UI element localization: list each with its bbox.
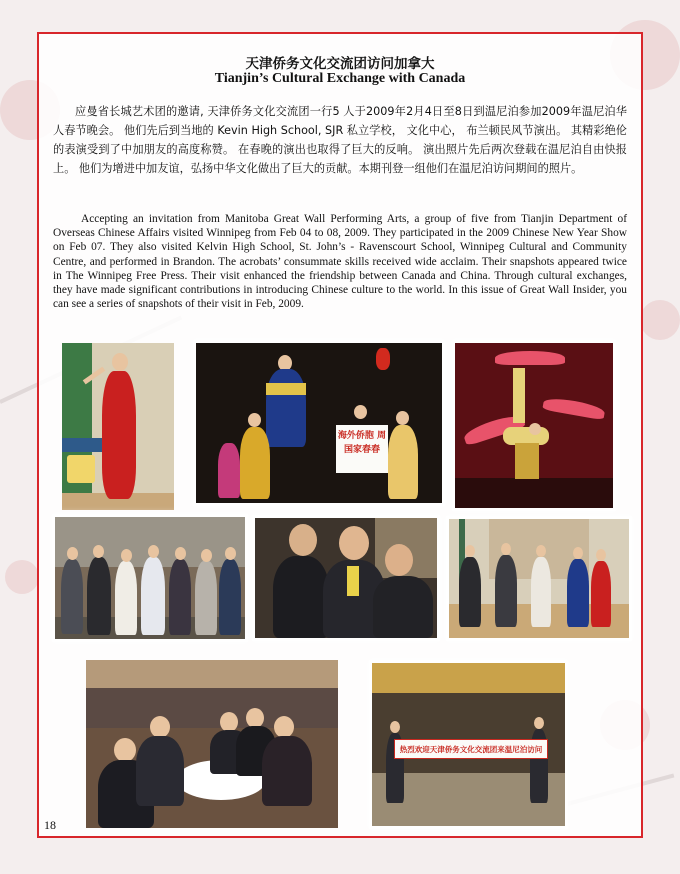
photo-banquet-hall [86, 660, 338, 828]
welcome-banner: 热烈欢迎天津侨务文化交流团来温尼泊访问 [394, 739, 548, 759]
photo-stage-performance [196, 343, 442, 503]
photo-group-outdoor [55, 517, 245, 639]
photo-officials-portrait [255, 518, 437, 638]
photo-welcome-banner [372, 663, 565, 826]
article-paragraph-english: Accepting an invitation from Manitoba Great Wall Performing Arts, a group of five from Tianjin Department of Overseas Chinese Affairs visited Winnipeg from Feb 04 to 08, 2009. They participated in the 2009 Chinese New Year Show on Feb 07. They also visited Kelvin High School, St. John’s - Ravenscourt School, Winnipeg Cultural and Community Centre, and performed in Brandon. The acrobats’ consummate skills received wide acclaim. Their snapshots appeared twice in The Winnipeg Free Press. Their visit enhanced the friendship between Canada and China. Through cultural exchanges, they have made significant contributions in introducing Chinese culture to the world. In this issue of Great Wall Insider, you can see a series of snapshots of their visit in Feb, 2009. [53, 213, 627, 311]
article-title-english: Tianjin’s Cultural Exchange with Canada [214, 71, 466, 86]
photo-performer-qipao [62, 343, 174, 510]
background-blossom [5, 560, 39, 594]
stage-banner: 海外侨胞 周国家春春 [336, 425, 388, 473]
photo-school-gym [449, 519, 629, 638]
background-blossom [640, 300, 680, 340]
page-number: 18 [44, 818, 56, 832]
photo-acrobat-umbrellas [455, 343, 613, 508]
article-title-chinese: 天津侨务文化交流团访问加拿大 [245, 56, 435, 72]
article-paragraph-chinese: 应曼省长城艺术团的邀请, 天津侨务文化交流团一行5 人于2009年2月4日至8日到温尼泊参加2009年温尼泊华人春节晚会。 他们先后到当地的 Kevin High School, SJR 私立学校， 文化中心， 布兰顿民风节演出。 其精彩绝伦的表演受到了中加朋友的高度称赞。 在春晚的演出也取得了巨大的反响。 演出照片先后两次登载在温尼泊自由快报上。 他们为增进中加友谊，弘扬中华文化做出了巨大的贡献。本期刊登一组他们在温尼泊访问期间的照片。 [53, 105, 627, 175]
